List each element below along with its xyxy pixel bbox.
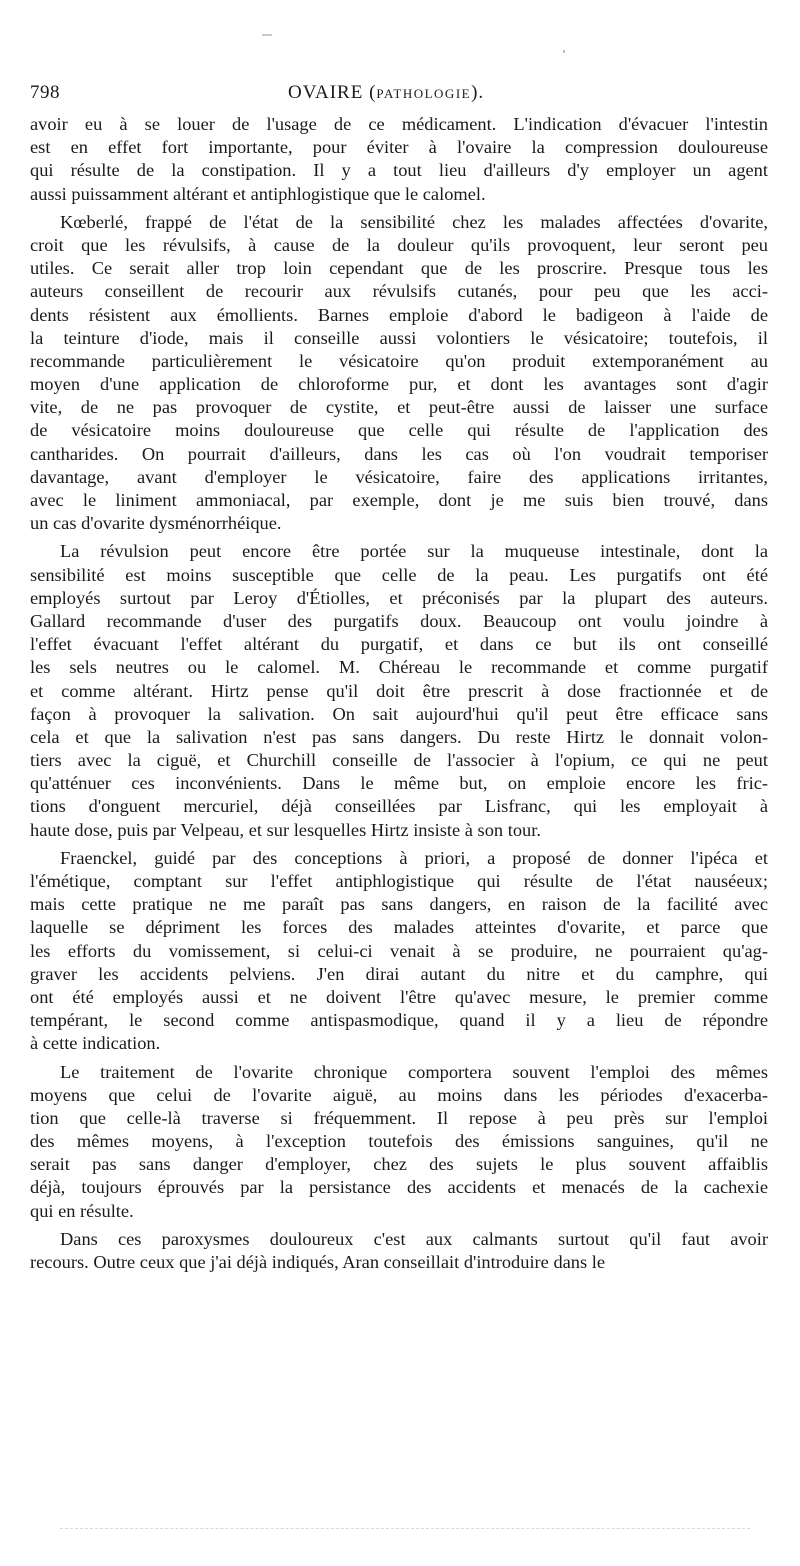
text-line: la teinture d'iode, mais il conseille aussi volontiers le vésicatoire; toutefois, il xyxy=(30,327,768,348)
body-text xyxy=(30,113,768,1274)
paragraph xyxy=(30,1061,768,1223)
text-line: l'effet évacuant l'effet altérant du purgatif, et dans ce but ils ont conseillé xyxy=(30,634,768,655)
text-line: Fraenckel, guidé par des conceptions à priori, a proposé de donner l'ipéca et xyxy=(60,847,768,868)
text-line: cela et que la salivation n'est pas sans dangers. Du reste Hirtz le donnait volon- xyxy=(30,726,768,747)
text-line: qui en résulte. xyxy=(30,1200,134,1221)
text-line: dents résistent aux émollients. Barnes emploie d'abord le badigeon à l'aide de xyxy=(30,304,768,325)
running-title-end: ). xyxy=(471,82,485,103)
text-line: avoir eu à se louer de l'usage de ce médicament. L'indication d'évacuer l'intestin xyxy=(30,114,768,134)
paragraph xyxy=(30,540,768,841)
print-speck xyxy=(563,50,565,53)
paragraph xyxy=(30,847,768,1056)
text-line: davantage, avant d'employer le vésicatoire, faire des applications irritantes, xyxy=(30,466,768,487)
text-line: les efforts du vomissement, si celui-ci venait à se produire, ne pourraient qu'ag- xyxy=(30,940,768,961)
text-line: avec le liniment ammoniacal, par exemple, dont je me suis bien trouvé, dans xyxy=(30,490,768,510)
paragraph xyxy=(30,211,768,536)
text-line: La révulsion peut encore être portée sur la muqueuse intestinale, dont la xyxy=(60,541,768,562)
text-line: déjà, toujours éprouvés par la persistance des accidents et menacés de la cachexie xyxy=(30,1177,768,1198)
text-line: tions d'onguent mercuriel, déjà conseillées par Lisfranc, qui les employait à xyxy=(30,796,768,817)
bleed-through-smudge xyxy=(60,1528,750,1531)
text-line: Kœberlé, frappé de l'état de la sensibilité chez les malades affectées d'ovarite, xyxy=(60,211,768,232)
text-line: cantharides. On pourrait d'ailleurs, dans les cas où l'on voudrait temporiser xyxy=(30,443,768,464)
text-line: à cette indication. xyxy=(30,1033,161,1054)
page-header xyxy=(30,82,768,112)
book-page xyxy=(30,0,768,1274)
text-line: façon à provoquer la salivation. On sait aujourd'hui qu'il peut être efficace sans xyxy=(30,703,768,724)
text-line: qu'atténuer ces inconvénients. Dans le même but, on emploie encore les fric- xyxy=(30,773,768,794)
text-line: et comme altérant. Hirtz pense qu'il doit être prescrit à dose fractionnée et de xyxy=(30,680,768,701)
paragraph xyxy=(30,1228,768,1274)
text-line: vite, de ne pas provoquer de cystite, et peut-être aussi de laisser une surface xyxy=(30,397,768,418)
text-line: auteurs conseillent de recourir aux révulsifs cutanés, pour peu que les acci- xyxy=(30,281,768,302)
text-line: utiles. Ce serait aller trop loin cependant que de les proscrire. Presque tous les xyxy=(30,258,768,279)
text-line: un cas d'ovarite dysménorrhéique. xyxy=(30,513,282,534)
text-line: de vésicatoire moins douloureuse que celle qui résulte de l'application des xyxy=(30,420,768,441)
text-line: moyens que celui de l'ovarite aiguë, au moins dans les périodes d'exacerba- xyxy=(30,1084,768,1105)
running-title-main: OVAIRE ( xyxy=(288,82,377,103)
text-line: tempérant, le second comme antispasmodique, quand il y a lieu de répondre xyxy=(30,1010,768,1031)
text-line: recours. Outre ceux que j'ai déjà indiqués, Aran conseillait d'introduire dans le xyxy=(30,1252,606,1272)
text-line: des mêmes moyens, à l'exception toutefois des émissions sanguines, qu'il ne xyxy=(30,1131,768,1152)
text-line: qui résulte de la constipation. Il y a tout lieu d'ailleurs d'y employer un agent xyxy=(30,160,768,181)
text-line: l'émétique, comptant sur l'effet antiphlogistique qui résulte de l'état nauséeux; xyxy=(30,871,768,891)
text-line: les sels neutres ou le calomel. M. Chéreau le recommande et comme purgatif xyxy=(30,657,768,678)
text-line: aussi puissamment altérant et antiphlogistique que le calomel. xyxy=(30,183,486,204)
paragraph xyxy=(30,113,768,206)
text-line: haute dose, puis par Velpeau, et sur lesquelles Hirtz insiste à son tour. xyxy=(30,819,541,840)
text-line: moyen d'une application de chloroforme pur, et dont les avantages sont d'agir xyxy=(30,374,768,395)
page-number: 798 xyxy=(30,82,60,103)
text-line: laquelle se dépriment les forces des malades atteintes d'ovarite, et parce que xyxy=(30,917,768,938)
text-line: sensibilité est moins susceptible que celle de la peau. Les purgatifs ont été xyxy=(30,564,768,585)
text-line: croit que les révulsifs, à cause de la douleur qu'ils provoquent, leur seront peu xyxy=(30,234,768,255)
print-speck xyxy=(262,34,272,36)
text-line: graver les accidents pelviens. J'en dirai autant du nitre et du camphre, qui xyxy=(30,963,768,984)
text-line: employés surtout par Leroy d'Étiolles, et préconisés par la plupart des auteurs. xyxy=(30,587,768,608)
text-line: ont été employés aussi et ne doivent l'être qu'avec mesure, le premier comme xyxy=(30,986,768,1007)
text-line: tion que celle-là traverse si fréquemment. Il repose à peu près sur l'emploi xyxy=(30,1107,768,1128)
text-line: serait pas sans danger d'employer, chez des sujets le plus souvent affaiblis xyxy=(30,1154,768,1175)
text-line: recommande particulièrement le vésicatoire qu'on produit extemporanément au xyxy=(30,350,768,371)
text-line: est en effet fort importante, pour éviter à l'ovaire la compression douloureuse xyxy=(30,137,768,158)
running-title xyxy=(288,82,484,104)
text-line: tiers avec la ciguë, et Churchill conseille de l'associer à l'opium, ce qui ne peut xyxy=(30,750,768,771)
text-line: Dans ces paroxysmes douloureux c'est aux calmants surtout qu'il faut avoir xyxy=(60,1228,768,1249)
running-title-small-caps: PATHOLOGIE xyxy=(376,86,472,101)
text-line: Le traitement de l'ovarite chronique comportera souvent l'emploi des mêmes xyxy=(60,1061,768,1082)
text-line: mais cette pratique ne me paraît pas sans dangers, en raison de la facilité avec xyxy=(30,894,768,915)
text-line: Gallard recommande d'user des purgatifs doux. Beaucoup ont voulu joindre à xyxy=(30,610,768,631)
